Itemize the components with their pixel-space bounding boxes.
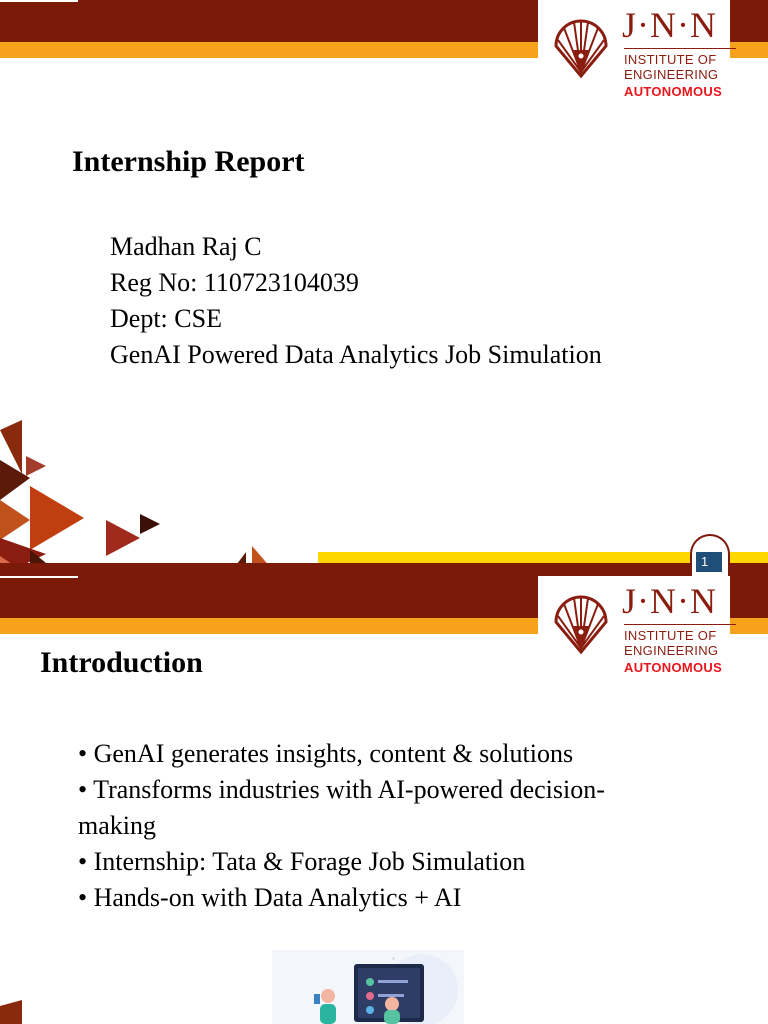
logo-autonomous: AUTONOMOUS bbox=[624, 84, 723, 99]
logo-line-2: ENGINEERING bbox=[624, 67, 719, 82]
page-number-badge: 1 bbox=[696, 552, 722, 572]
svg-text:°: ° bbox=[392, 957, 395, 964]
department: Dept: CSE bbox=[110, 304, 222, 333]
slide-2 bbox=[0, 576, 768, 1024]
internship-title: GenAI Powered Data Analytics Job Simulation bbox=[110, 340, 602, 369]
header-white-notch bbox=[0, 0, 78, 2]
logo-line-2: ENGINEERING bbox=[624, 643, 719, 658]
bullet-item: • GenAI generates insights, content & solutions bbox=[78, 739, 574, 768]
logo-line-1: INSTITUTE OF bbox=[624, 628, 717, 643]
slide-title: Introduction bbox=[40, 646, 203, 679]
register-number: Reg No: 110723104039 bbox=[110, 268, 359, 297]
bullet-item: • Hands-on with Data Analytics + AI bbox=[78, 883, 462, 912]
pen-nib-emblem-icon bbox=[552, 10, 610, 80]
bullet-item-continuation: making bbox=[78, 811, 156, 840]
slide-title: Internship Report bbox=[72, 145, 305, 178]
triangle-decoration-icon bbox=[0, 420, 200, 576]
logo-brand-text: J·N·N bbox=[622, 5, 717, 45]
logo-divider bbox=[624, 624, 736, 625]
pen-nib-emblem-icon bbox=[552, 586, 610, 656]
bullet-item: • Transforms industries with AI-powered decision- bbox=[78, 775, 605, 804]
data-analytics-illustration-icon bbox=[272, 950, 464, 1024]
header-white-notch bbox=[0, 576, 78, 578]
college-logo bbox=[538, 576, 730, 688]
bullet-item: • Internship: Tata & Forage Job Simulation bbox=[78, 847, 526, 876]
logo-divider bbox=[624, 48, 736, 49]
triangle-decoration-icon bbox=[0, 1000, 24, 1024]
logo-line-1: INSTITUTE OF bbox=[624, 52, 717, 67]
logo-autonomous: AUTONOMOUS bbox=[624, 660, 723, 675]
footer-band-red bbox=[0, 563, 768, 576]
college-logo bbox=[538, 0, 730, 112]
student-name: Madhan Raj C bbox=[110, 232, 262, 261]
logo-brand-text: J·N·N bbox=[622, 581, 717, 621]
